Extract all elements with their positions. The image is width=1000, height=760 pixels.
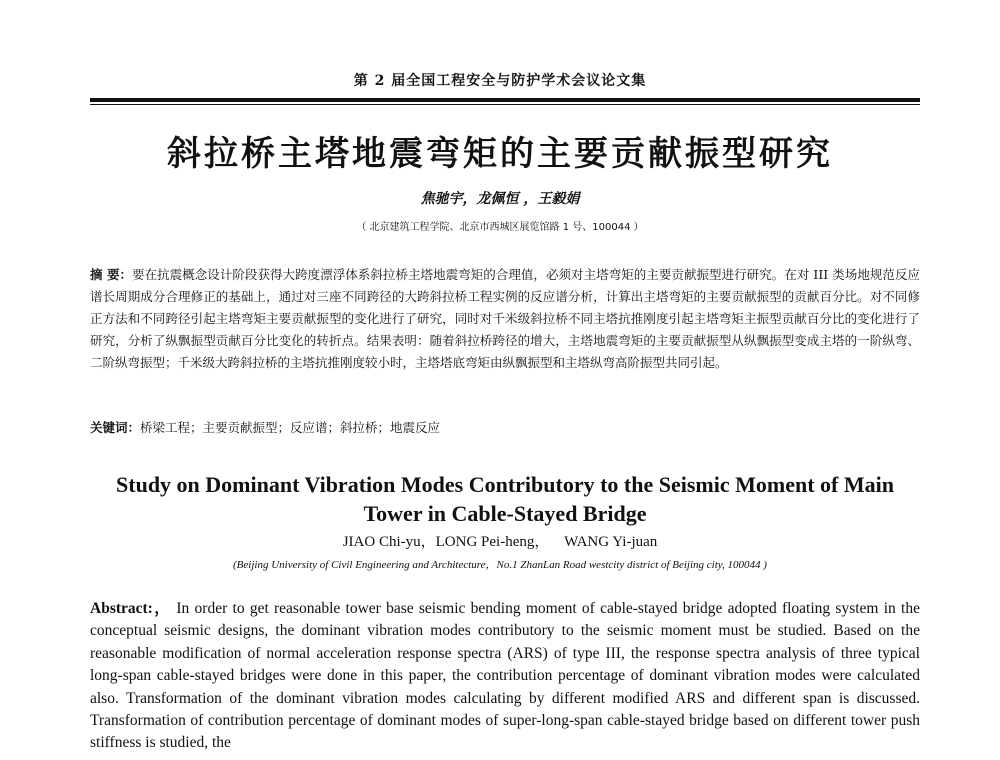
chinese-abstract bbox=[90, 264, 920, 374]
english-abstract-text: In order to get reasonable tower base seismic bending moment of cable-stayed bridge adopted floating system in the conceptual seismic designs, the dominant vibration modes contributory to the seismic moment must be studied. Based on the reasonable modification of normal acceleration response spectra (ARS) of type III, the response spectra analysis of three typical long-span cable-stayed bridges were done in this paper, the contribution percentage of dominant vibration modes were calculated also. Transformation of the dominant vibration modes calculating by different modified ARS and different span is discussed. Transformation of contribution percentage of dominant modes of super-long-span cable-stayed bridge based on different tower push stiffness is studied, the bbox=[90, 600, 920, 752]
header-rule-thick bbox=[90, 98, 920, 102]
chinese-abstract-text: 要在抗震概念设计阶段获得大跨度漂浮体系斜拉桥主塔地震弯矩的合理值，必须对主塔弯矩的主要贡献振型进行研究。在对 III 类场地规范反应谱长周期成分合理修正的基础上，通过对三座不同跨径的大跨斜拉桥工程实例的反应谱分析，计算出主塔弯矩的主要贡献振型的贡献百分比。对不同修正方法和不同跨径引起主塔弯矩主要贡献振型的变化进行了研究，同时对千米级斜拉桥不同主塔抗推刚度引起主塔弯矩主振型贡献百分比的变化进行了研究，分析了纵飘振型贡献百分比变化的转折点。结果表明：随着斜拉桥跨径的增大，主塔地震弯矩的主要贡献振型从纵飘振型变成主塔的一阶纵弯、二阶纵弯振型；千米级大跨斜拉桥的主塔抗推刚度较小时，主塔塔底弯矩由纵飘振型和主塔纵弯高阶振型共同引起。 bbox=[90, 267, 920, 370]
chinese-authors: 焦驰宇，龙佩恒 ，王毅娟 bbox=[420, 191, 580, 207]
chinese-title: 斜拉桥主塔地震弯矩的主要贡献振型研究 bbox=[167, 134, 833, 174]
header-rule-thin bbox=[90, 104, 920, 105]
chinese-keywords-label: 关键词： bbox=[90, 420, 141, 435]
chinese-abstract-label: 摘 要： bbox=[90, 267, 133, 282]
english-affiliation: (Beijing University of Civil Engineering and Architecture，No.1 ZhanLan Road westcity district of Beijing city, 100044 ) bbox=[233, 559, 767, 571]
proceedings-header: 第 2 届全国工程安全与防护学术会议论文集 bbox=[353, 73, 647, 89]
english-authors: JIAO Chi-yu，LONG Pei-heng， WANG Yi-juan bbox=[342, 534, 658, 550]
english-abstract-label: Abstract:， bbox=[90, 600, 172, 617]
english-title: Study on Dominant Vibration Modes Contributory to the Seismic Moment of Main Tower in Cable-Stayed Bridge bbox=[116, 472, 894, 526]
english-abstract bbox=[90, 598, 920, 755]
chinese-affiliation: （ 北京建筑工程学院、北京市西城区展览馆路 1 号、100044 ） bbox=[356, 222, 644, 233]
chinese-keywords bbox=[90, 418, 920, 438]
chinese-keywords-text: 桥梁工程；主要贡献振型；反应谱；斜拉桥；地震反应 bbox=[140, 420, 441, 435]
